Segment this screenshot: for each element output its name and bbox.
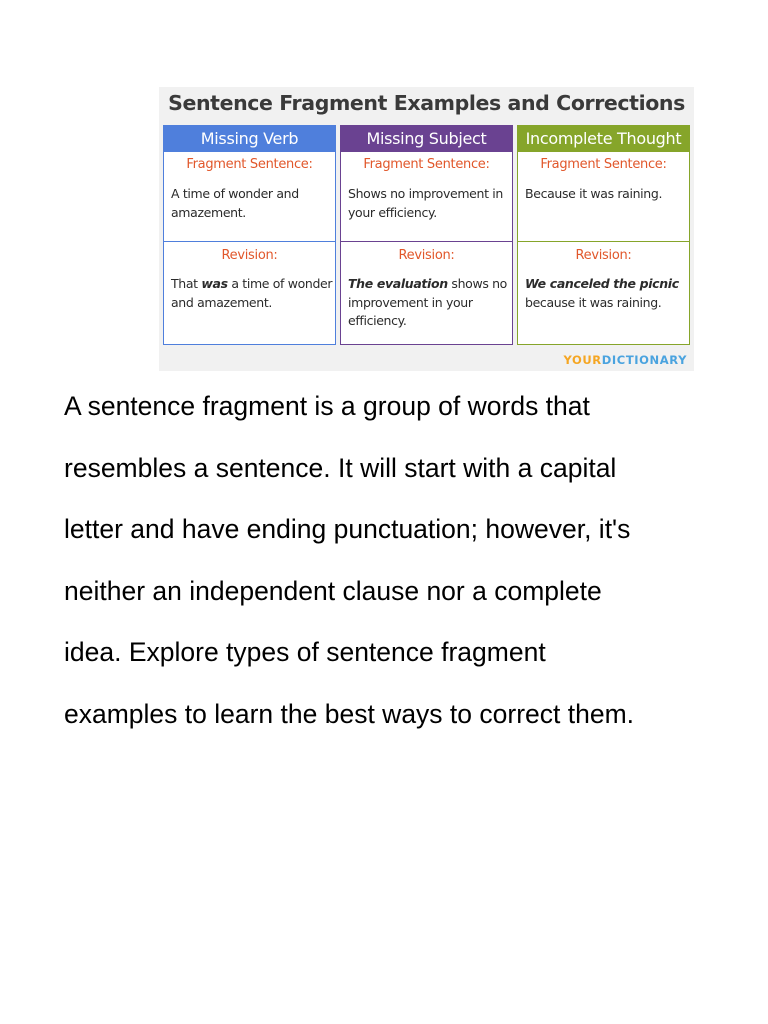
revision-correction: We canceled the picnic [525, 276, 679, 291]
revision-text-before: That [171, 276, 202, 291]
infographic-title: Sentence Fragment Examples and Corrections [168, 91, 685, 115]
paragraph-line: examples to learn the best ways to correct them. [64, 698, 635, 729]
revision-text-after: shows no improvement in your efficiency. [348, 276, 507, 328]
fragment-cell [517, 152, 690, 242]
sentence-fragment-infographic [159, 87, 694, 371]
fragment-label: Fragment Sentence: [186, 157, 313, 172]
paragraph-line: neither an independent clause nor a complete [64, 575, 602, 606]
fragment-cell [163, 152, 336, 242]
fragment-cell [340, 152, 513, 242]
fragment-text: Because it was raining. [525, 186, 663, 201]
column-incomplete-thought [517, 125, 690, 345]
revision-text-after: a time of wonder and amazement. [171, 276, 333, 310]
column-header: Incomplete Thought [517, 125, 690, 152]
intro-paragraph [64, 376, 724, 746]
fragment-columns [163, 125, 690, 345]
column-header: Missing Subject [340, 125, 513, 152]
logo-part-dictionary: DICTIONARY [601, 353, 687, 367]
revision-text [171, 275, 333, 312]
yourdictionary-logo [563, 353, 687, 367]
revision-text-after: because it was raining. [525, 294, 662, 310]
revision-cell [517, 241, 690, 345]
revision-cell [340, 241, 513, 345]
revision-cell [163, 241, 336, 345]
revision-label: Revision: [575, 248, 632, 263]
revision-label: Revision: [221, 248, 278, 263]
paragraph-line: resembles a sentence. It will start with a capital [64, 452, 617, 483]
revision-text [348, 275, 510, 331]
fragment-label: Fragment Sentence: [363, 157, 490, 172]
revision-text [525, 275, 687, 312]
fragment-text: Shows no improvement in your efficiency. [348, 186, 503, 220]
revision-correction: The evaluation [348, 276, 448, 291]
logo-part-your: YOUR [563, 353, 602, 367]
fragment-label: Fragment Sentence: [540, 157, 667, 172]
revision-label: Revision: [398, 248, 455, 263]
column-missing-verb [163, 125, 336, 345]
revision-correction: was [201, 276, 228, 291]
column-missing-subject [340, 125, 513, 345]
fragment-text: A time of wonder and amazement. [171, 186, 299, 220]
paragraph-line: letter and have ending punctuation; however, it's [64, 514, 631, 545]
paragraph-line: idea. Explore types of sentence fragment [64, 637, 546, 668]
paragraph-line: A sentence fragment is a group of words that [64, 391, 590, 421]
column-header: Missing Verb [163, 125, 336, 152]
